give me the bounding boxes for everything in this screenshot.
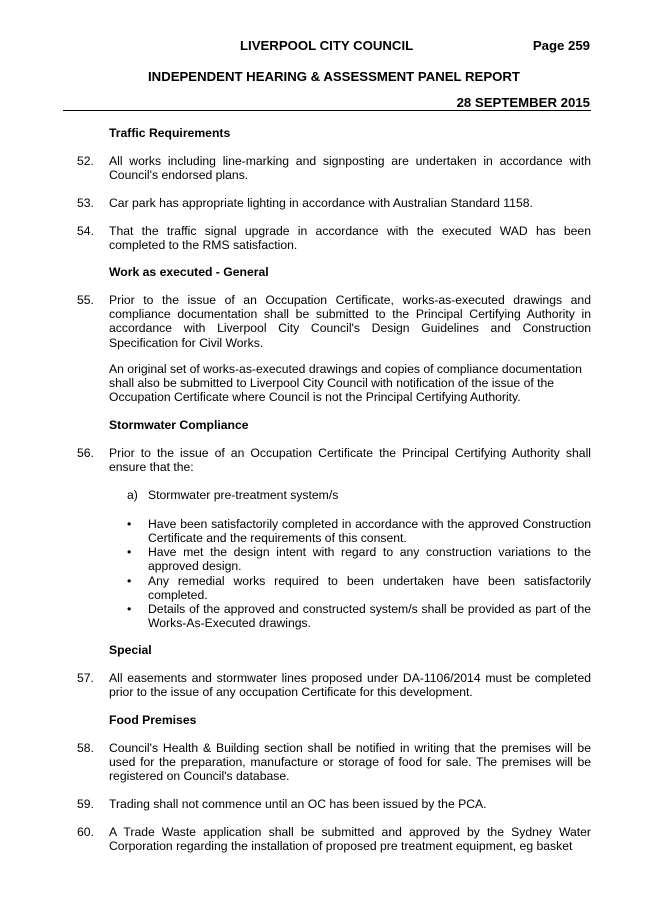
- condition-number: 56.: [77, 446, 94, 460]
- condition-number: 55.: [77, 293, 94, 307]
- council-name: LIVERPOOL CITY COUNCIL: [240, 38, 414, 53]
- page-number: Page 259: [532, 38, 590, 53]
- section-heading-traffic: Traffic Requirements: [109, 126, 231, 140]
- condition-56: [63, 446, 591, 474]
- bullet-item: [127, 545, 591, 573]
- bullet-icon: •: [127, 517, 132, 531]
- bullet-icon: •: [127, 602, 132, 616]
- subitem-text: Stormwater pre-treatment system/s: [148, 488, 339, 502]
- section-heading-work-as-executed: Work as executed - General: [109, 265, 269, 279]
- condition-text: That the traffic signal upgrade in accordance with the executed WAD has been completed to the RMS satisfaction.: [109, 224, 591, 253]
- section-heading-stormwater: Stormwater Compliance: [109, 418, 249, 432]
- condition-text: All easements and stormwater lines proposed under DA-1106/2014 must be completed prior to the issue of any occupation Certificate for this development.: [109, 671, 591, 700]
- condition-56-subitem: [127, 488, 338, 502]
- bullet-text: Details of the approved and constructed system/s shall be provided as part of the Works-As-Executed drawings.: [148, 602, 591, 631]
- condition-59: [63, 797, 591, 811]
- condition-text: Car park has appropriate lighting in accordance with Australian Standard 1158.: [109, 196, 533, 210]
- condition-54: [63, 224, 591, 252]
- section-heading-food-premises: Food Premises: [109, 713, 197, 727]
- condition-60: [63, 825, 591, 853]
- condition-number: 59.: [77, 797, 94, 811]
- bullet-icon: •: [127, 574, 132, 588]
- report-title: INDEPENDENT HEARING & ASSESSMENT PANEL REPORT: [148, 69, 520, 84]
- section-heading-special: Special: [109, 643, 152, 657]
- condition-52: [63, 154, 591, 182]
- header-rule: [63, 110, 591, 111]
- bullet-icon: •: [127, 545, 132, 559]
- condition-text: Prior to the issue of an Occupation Certificate, works-as-executed drawings and compliance documentation shall be submitted to the Principal Certifying Authority in accordance with Liverpool City Council's Design Guidelines and Construction Specification for Civil Works.: [109, 293, 591, 350]
- bullet-item: [127, 574, 591, 602]
- condition-number: 53.: [77, 196, 94, 210]
- condition-text: Trading shall not commence until an OC has been issued by the PCA.: [109, 797, 487, 811]
- condition-number: 52.: [77, 154, 94, 168]
- condition-number: 57.: [77, 671, 94, 685]
- condition-55-paragraph: An original set of works-as-executed drawings and copies of compliance documentation shall also be submitted to Liverpool City Council with notification of the issue of the Occupation Certificate where Council is not the Principal Certifying Authority.: [109, 362, 582, 405]
- condition-text: Council's Health & Building section shall be notified in writing that the premises will be used for the preparation, manufacture or storage of food for sale. The premises will be registered on Council's database.: [109, 741, 591, 784]
- condition-53: [63, 196, 591, 210]
- bullet-text: Have been satisfactorily completed in accordance with the approved Construction Certificate and the requirements of this consent.: [148, 517, 591, 546]
- bullet-item: [127, 517, 591, 545]
- condition-number: 58.: [77, 741, 94, 755]
- report-date: 28 SEPTEMBER 2015: [456, 95, 590, 110]
- condition-58: [63, 741, 591, 784]
- bullet-text: Any remedial works required to been undertaken have been satisfactorily completed.: [148, 574, 591, 603]
- condition-number: 60.: [77, 825, 94, 839]
- condition-text: A Trade Waste application shall be submitted and approved by the Sydney Water Corporation regarding the installation of proposed pre treatment equipment, eg basket: [109, 825, 591, 854]
- condition-number: 54.: [77, 224, 94, 238]
- bullet-item: [127, 602, 591, 630]
- condition-text: All works including line-marking and signposting are undertaken in accordance with Council's endorsed plans.: [109, 154, 591, 183]
- subitem-label: a): [127, 488, 138, 502]
- condition-text: Prior to the issue of an Occupation Certificate the Principal Certifying Authority shall ensure that the:: [109, 446, 591, 475]
- condition-57: [63, 671, 591, 699]
- condition-55: [63, 293, 591, 350]
- bullet-text: Have met the design intent with regard to any construction variations to the approved design.: [148, 545, 591, 574]
